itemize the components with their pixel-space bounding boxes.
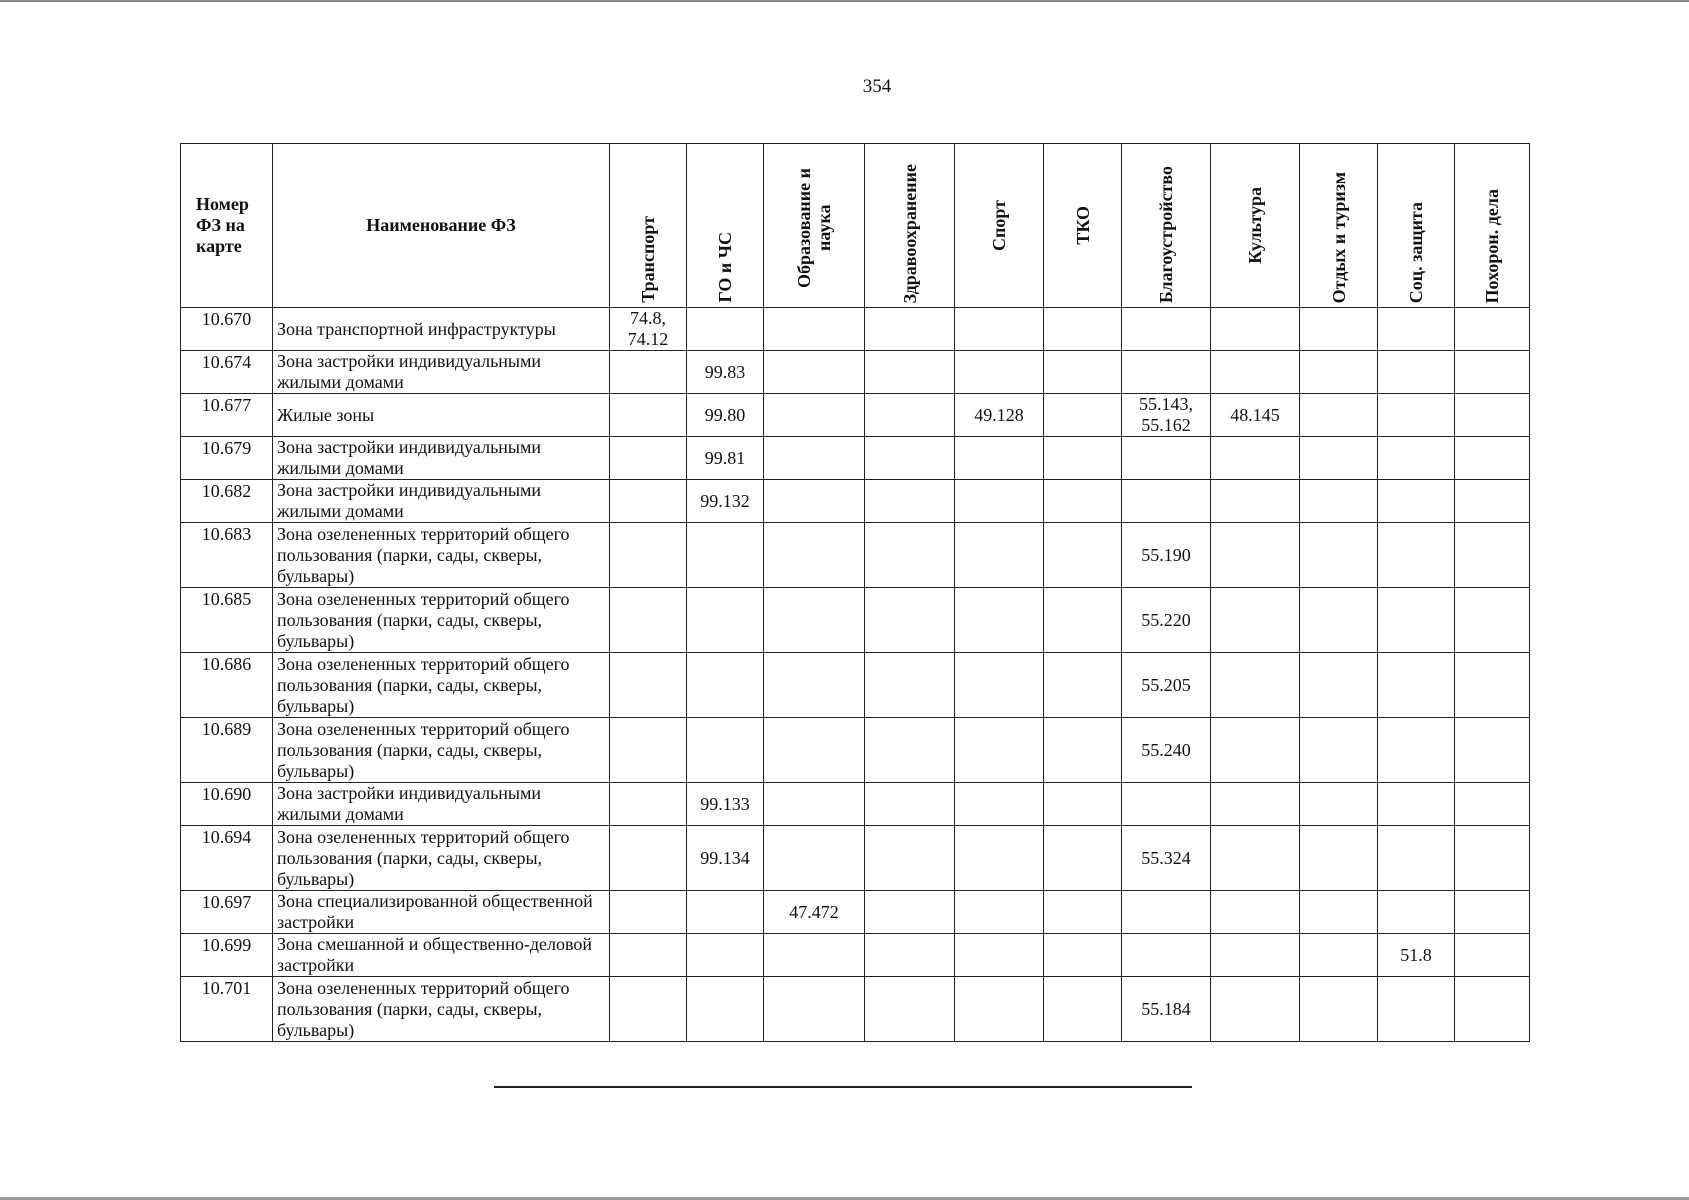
cell-leisure bbox=[1300, 783, 1378, 826]
cell-funeral bbox=[1455, 523, 1530, 588]
table-row bbox=[181, 480, 1530, 523]
cell-transport bbox=[610, 783, 687, 826]
cell-leisure bbox=[1300, 437, 1378, 480]
cell-education bbox=[764, 826, 865, 891]
cell-sport bbox=[955, 351, 1044, 394]
cell-education bbox=[764, 588, 865, 653]
cell-funeral bbox=[1455, 977, 1530, 1042]
cell-sport bbox=[955, 977, 1044, 1042]
cell-social bbox=[1378, 891, 1455, 934]
cell-culture bbox=[1211, 891, 1300, 934]
cell-improvement: 55.184 bbox=[1122, 977, 1211, 1042]
cell-transport bbox=[610, 718, 687, 783]
cell-civil-defense: 99.83 bbox=[687, 351, 764, 394]
cell-social bbox=[1378, 308, 1455, 351]
cell-funeral bbox=[1455, 308, 1530, 351]
cell-transport bbox=[610, 480, 687, 523]
table-row bbox=[181, 891, 1530, 934]
cell-improvement: 55.143, 55.162 bbox=[1122, 394, 1211, 437]
header-name: Наименование ФЗ bbox=[273, 144, 610, 308]
cell-transport bbox=[610, 588, 687, 653]
row-number: 10.697 bbox=[181, 891, 273, 934]
cell-social bbox=[1378, 653, 1455, 718]
cell-improvement bbox=[1122, 783, 1211, 826]
row-name: Зона озелененных территорий общего пользования (парки, сады, скверы, бульвары) bbox=[273, 718, 610, 783]
cell-civil-defense: 99.134 bbox=[687, 826, 764, 891]
table-row bbox=[181, 783, 1530, 826]
header-improvement bbox=[1122, 144, 1211, 308]
header-number: Номер ФЗ на карте bbox=[181, 144, 273, 308]
cell-education bbox=[764, 718, 865, 783]
cell-social bbox=[1378, 977, 1455, 1042]
cell-culture bbox=[1211, 351, 1300, 394]
table-row bbox=[181, 437, 1530, 480]
table-row bbox=[181, 934, 1530, 977]
cell-sport bbox=[955, 934, 1044, 977]
cell-sport bbox=[955, 308, 1044, 351]
cell-waste bbox=[1044, 653, 1122, 718]
cell-leisure bbox=[1300, 351, 1378, 394]
header-culture bbox=[1211, 144, 1300, 308]
cell-transport bbox=[610, 977, 687, 1042]
cell-social bbox=[1378, 523, 1455, 588]
cell-funeral bbox=[1455, 480, 1530, 523]
cell-healthcare bbox=[865, 783, 955, 826]
header-social-label: Соц. защита bbox=[1406, 201, 1426, 303]
row-number: 10.682 bbox=[181, 480, 273, 523]
header-education-label: Образование и наука bbox=[794, 168, 834, 289]
cell-education bbox=[764, 934, 865, 977]
cell-leisure bbox=[1300, 394, 1378, 437]
cell-social bbox=[1378, 588, 1455, 653]
header-leisure bbox=[1300, 144, 1378, 308]
row-number: 10.686 bbox=[181, 653, 273, 718]
cell-education bbox=[764, 308, 865, 351]
cell-culture bbox=[1211, 588, 1300, 653]
cell-healthcare bbox=[865, 351, 955, 394]
row-name: Зона озелененных территорий общего пользования (парки, сады, скверы, бульвары) bbox=[273, 826, 610, 891]
cell-culture bbox=[1211, 653, 1300, 718]
cell-culture: 48.145 bbox=[1211, 394, 1300, 437]
cell-culture bbox=[1211, 977, 1300, 1042]
cell-sport bbox=[955, 588, 1044, 653]
row-name: Зона озелененных территорий общего пользования (парки, сады, скверы, бульвары) bbox=[273, 653, 610, 718]
cell-improvement bbox=[1122, 437, 1211, 480]
cell-education: 47.472 bbox=[764, 891, 865, 934]
cell-leisure bbox=[1300, 653, 1378, 718]
header-healthcare-label: Здравоохранение bbox=[899, 163, 920, 303]
cell-sport bbox=[955, 653, 1044, 718]
row-number: 10.689 bbox=[181, 718, 273, 783]
cell-funeral bbox=[1455, 394, 1530, 437]
header-sport-label: Спорт bbox=[989, 200, 1009, 251]
cell-transport bbox=[610, 437, 687, 480]
cell-waste bbox=[1044, 588, 1122, 653]
cell-healthcare bbox=[865, 891, 955, 934]
row-name: Зона застройки индивидуальными жилыми домами bbox=[273, 783, 610, 826]
cell-healthcare bbox=[865, 480, 955, 523]
cell-waste bbox=[1044, 891, 1122, 934]
cell-improvement bbox=[1122, 308, 1211, 351]
cell-healthcare bbox=[865, 394, 955, 437]
top-edge-rule bbox=[0, 0, 1689, 2]
cell-funeral bbox=[1455, 934, 1530, 977]
table-header-row bbox=[181, 144, 1530, 308]
cell-civil-defense: 99.81 bbox=[687, 437, 764, 480]
row-number: 10.670 bbox=[181, 308, 273, 351]
header-waste-label: ТКО bbox=[1072, 206, 1093, 245]
table-row bbox=[181, 977, 1530, 1042]
cell-social: 51.8 bbox=[1378, 934, 1455, 977]
cell-waste bbox=[1044, 826, 1122, 891]
cell-education bbox=[764, 394, 865, 437]
header-civil-defense-label: ГО и ЧС bbox=[715, 232, 735, 303]
cell-culture bbox=[1211, 523, 1300, 588]
cell-sport bbox=[955, 523, 1044, 588]
row-name: Зона застройки индивидуальными жилыми домами bbox=[273, 351, 610, 394]
cell-culture bbox=[1211, 308, 1300, 351]
header-culture-label: Культура bbox=[1245, 187, 1265, 264]
cell-social bbox=[1378, 783, 1455, 826]
row-name: Зона смешанной и общественно-деловой застройки bbox=[273, 934, 610, 977]
zones-table bbox=[180, 143, 1530, 1042]
table-row bbox=[181, 718, 1530, 783]
row-name: Зона транспортной инфраструктуры bbox=[273, 308, 610, 351]
header-waste bbox=[1044, 144, 1122, 308]
cell-social bbox=[1378, 437, 1455, 480]
cell-transport: 74.8, 74.12 bbox=[610, 308, 687, 351]
cell-healthcare bbox=[865, 934, 955, 977]
cell-sport bbox=[955, 826, 1044, 891]
header-civil-defense bbox=[687, 144, 764, 308]
cell-social bbox=[1378, 826, 1455, 891]
cell-healthcare bbox=[865, 308, 955, 351]
cell-sport bbox=[955, 783, 1044, 826]
cell-social bbox=[1378, 718, 1455, 783]
cell-civil-defense: 99.132 bbox=[687, 480, 764, 523]
header-funeral bbox=[1455, 144, 1530, 308]
row-number: 10.699 bbox=[181, 934, 273, 977]
cell-civil-defense bbox=[687, 977, 764, 1042]
cell-funeral bbox=[1455, 653, 1530, 718]
cell-funeral bbox=[1455, 783, 1530, 826]
cell-social bbox=[1378, 394, 1455, 437]
header-leisure-label: Отдых и туризм bbox=[1328, 171, 1349, 303]
cell-civil-defense bbox=[687, 718, 764, 783]
cell-education bbox=[764, 977, 865, 1042]
header-transport-label: Транспорт bbox=[638, 216, 658, 303]
cell-culture bbox=[1211, 437, 1300, 480]
cell-transport bbox=[610, 934, 687, 977]
row-name: Зона озелененных территорий общего пользования (парки, сады, скверы, бульвары) bbox=[273, 588, 610, 653]
cell-leisure bbox=[1300, 588, 1378, 653]
cell-culture bbox=[1211, 826, 1300, 891]
cell-funeral bbox=[1455, 718, 1530, 783]
cell-leisure bbox=[1300, 523, 1378, 588]
table-row bbox=[181, 653, 1530, 718]
row-name: Зона специализированной общественной застройки bbox=[273, 891, 610, 934]
cell-transport bbox=[610, 394, 687, 437]
cell-waste bbox=[1044, 523, 1122, 588]
cell-healthcare bbox=[865, 523, 955, 588]
row-name: Жилые зоны bbox=[273, 394, 610, 437]
cell-culture bbox=[1211, 480, 1300, 523]
cell-education bbox=[764, 437, 865, 480]
cell-waste bbox=[1044, 437, 1122, 480]
row-number: 10.677 bbox=[181, 394, 273, 437]
table-row bbox=[181, 308, 1530, 351]
cell-waste bbox=[1044, 308, 1122, 351]
cell-education bbox=[764, 783, 865, 826]
row-name: Зона озелененных территорий общего пользования (парки, сады, скверы, бульвары) bbox=[273, 523, 610, 588]
cell-healthcare bbox=[865, 437, 955, 480]
table-row bbox=[181, 351, 1530, 394]
cell-education bbox=[764, 653, 865, 718]
cell-healthcare bbox=[865, 653, 955, 718]
table-body bbox=[181, 308, 1530, 1042]
cell-healthcare bbox=[865, 977, 955, 1042]
cell-education bbox=[764, 480, 865, 523]
cell-improvement: 55.240 bbox=[1122, 718, 1211, 783]
page-number: 354 bbox=[862, 76, 892, 97]
row-name: Зона застройки индивидуальными жилыми домами bbox=[273, 480, 610, 523]
row-number: 10.683 bbox=[181, 523, 273, 588]
cell-education bbox=[764, 351, 865, 394]
cell-transport bbox=[610, 891, 687, 934]
cell-waste bbox=[1044, 394, 1122, 437]
cell-improvement: 55.220 bbox=[1122, 588, 1211, 653]
cell-waste bbox=[1044, 977, 1122, 1042]
cell-sport bbox=[955, 480, 1044, 523]
table-row bbox=[181, 826, 1530, 891]
cell-civil-defense bbox=[687, 653, 764, 718]
cell-leisure bbox=[1300, 891, 1378, 934]
cell-healthcare bbox=[865, 588, 955, 653]
cell-leisure bbox=[1300, 480, 1378, 523]
cell-sport bbox=[955, 718, 1044, 783]
cell-culture bbox=[1211, 934, 1300, 977]
cell-waste bbox=[1044, 934, 1122, 977]
header-healthcare bbox=[865, 144, 955, 308]
cell-leisure bbox=[1300, 934, 1378, 977]
cell-civil-defense bbox=[687, 934, 764, 977]
cell-culture bbox=[1211, 783, 1300, 826]
cell-transport bbox=[610, 653, 687, 718]
header-sport bbox=[955, 144, 1044, 308]
cell-funeral bbox=[1455, 826, 1530, 891]
table-row bbox=[181, 523, 1530, 588]
cell-improvement bbox=[1122, 480, 1211, 523]
cell-funeral bbox=[1455, 588, 1530, 653]
cell-civil-defense bbox=[687, 588, 764, 653]
header-social bbox=[1378, 144, 1455, 308]
cell-improvement bbox=[1122, 934, 1211, 977]
row-number: 10.679 bbox=[181, 437, 273, 480]
cell-transport bbox=[610, 523, 687, 588]
cell-waste bbox=[1044, 783, 1122, 826]
cell-transport bbox=[610, 351, 687, 394]
cell-civil-defense: 99.80 bbox=[687, 394, 764, 437]
cell-civil-defense: 99.133 bbox=[687, 783, 764, 826]
cell-waste bbox=[1044, 351, 1122, 394]
cell-funeral bbox=[1455, 437, 1530, 480]
row-name: Зона озелененных территорий общего пользования (парки, сады, скверы, бульвары) bbox=[273, 977, 610, 1042]
cell-healthcare bbox=[865, 826, 955, 891]
cell-leisure bbox=[1300, 826, 1378, 891]
cell-civil-defense bbox=[687, 523, 764, 588]
header-improvement-label: Благоустройство bbox=[1156, 165, 1176, 303]
cell-leisure bbox=[1300, 977, 1378, 1042]
row-name: Зона застройки индивидуальными жилыми домами bbox=[273, 437, 610, 480]
row-number: 10.690 bbox=[181, 783, 273, 826]
cell-civil-defense bbox=[687, 891, 764, 934]
cell-sport: 49.128 bbox=[955, 394, 1044, 437]
cell-leisure bbox=[1300, 718, 1378, 783]
cell-culture bbox=[1211, 718, 1300, 783]
cell-leisure bbox=[1300, 308, 1378, 351]
cell-waste bbox=[1044, 718, 1122, 783]
cell-social bbox=[1378, 480, 1455, 523]
cell-improvement bbox=[1122, 891, 1211, 934]
cell-funeral bbox=[1455, 351, 1530, 394]
cell-improvement bbox=[1122, 351, 1211, 394]
cell-sport bbox=[955, 437, 1044, 480]
cell-education bbox=[764, 523, 865, 588]
header-funeral-label: Похорон. дела bbox=[1482, 188, 1502, 303]
header-transport bbox=[610, 144, 687, 308]
row-number: 10.701 bbox=[181, 977, 273, 1042]
cell-funeral bbox=[1455, 891, 1530, 934]
table-row bbox=[181, 588, 1530, 653]
header-education bbox=[764, 144, 865, 308]
cell-civil-defense bbox=[687, 308, 764, 351]
cell-improvement: 55.324 bbox=[1122, 826, 1211, 891]
cell-improvement: 55.190 bbox=[1122, 523, 1211, 588]
table-row bbox=[181, 394, 1530, 437]
cell-waste bbox=[1044, 480, 1122, 523]
cell-transport bbox=[610, 826, 687, 891]
row-number: 10.685 bbox=[181, 588, 273, 653]
footer-separator-line bbox=[494, 1086, 1192, 1088]
cell-social bbox=[1378, 351, 1455, 394]
row-number: 10.694 bbox=[181, 826, 273, 891]
row-number: 10.674 bbox=[181, 351, 273, 394]
cell-healthcare bbox=[865, 718, 955, 783]
cell-sport bbox=[955, 891, 1044, 934]
cell-improvement: 55.205 bbox=[1122, 653, 1211, 718]
